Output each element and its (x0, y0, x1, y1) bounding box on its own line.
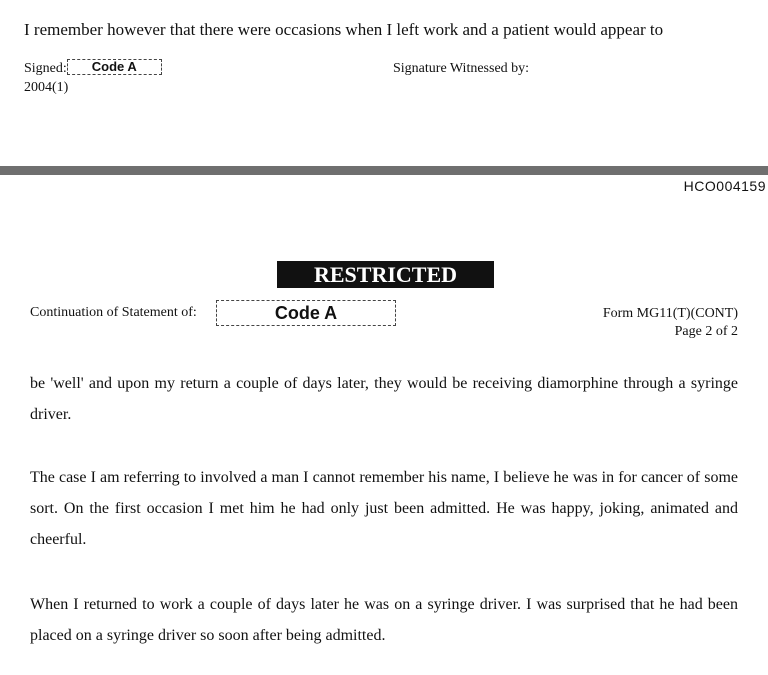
paragraph: The case I am referring to involved a man I cannot remember his name, I believe he was in for cancer of some sort. On the first occasion I met him he had only just been admitted. He was happy, joking, animated and cheerful. (30, 469, 738, 548)
form-code-year: 2004(1) (24, 80, 69, 95)
document-id: HCO004159 (683, 178, 766, 194)
statement-code-redaction: Code A (216, 300, 396, 326)
page-divider (0, 166, 768, 175)
restricted-banner: RESTRICTED (277, 261, 494, 288)
signed-code-redaction: Code A (67, 59, 162, 75)
signed-line (24, 59, 162, 77)
form-id: Form MG11(T)(CONT) (602, 306, 738, 321)
previous-page-last-line: I remember however that there were occasions when I left work and a patient would appear to (24, 20, 664, 39)
witness-label: Signature Witnessed by: (393, 61, 530, 76)
paragraph: be 'well' and upon my return a couple of days later, they would be receiving diamorphine through a syringe driver. (30, 375, 738, 423)
continuation-label: Continuation of Statement of: (30, 305, 197, 320)
page-number: Page 2 of 2 (674, 324, 738, 339)
form-reference (603, 305, 738, 341)
signed-label: Signed: (24, 61, 67, 76)
paragraph: When I returned to work a couple of days later he was on a syringe driver. I was surprised that he had been placed on a syringe driver so soon after being admitted. (30, 596, 738, 644)
